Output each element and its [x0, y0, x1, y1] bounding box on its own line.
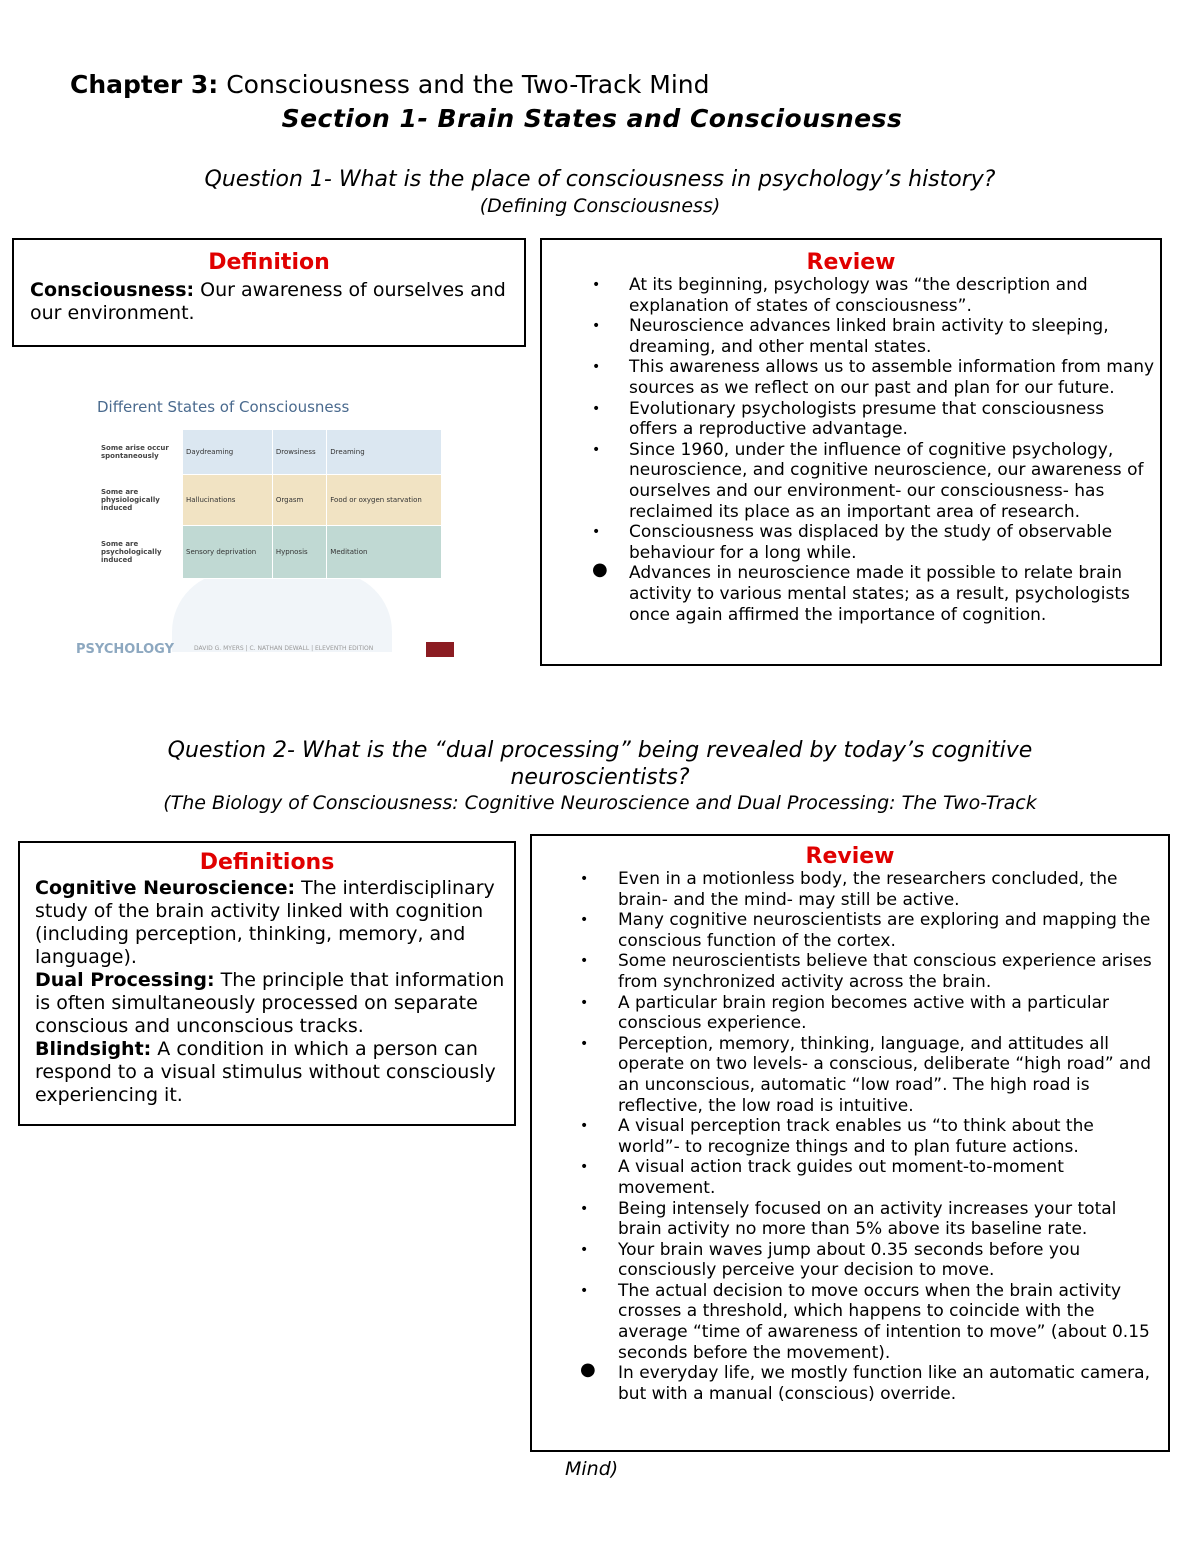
slide-background-figure: [172, 572, 392, 652]
row-header: Some are physiologically induced: [98, 475, 183, 526]
section-title: Section 1- Brain States and Consciousness: [281, 104, 903, 133]
bullet-icon: •: [580, 1035, 589, 1052]
list-item: • A visual perception track enables us “to think about the world”- to recognize things and to plan future actions.: [580, 1116, 1094, 1157]
table-cell: Food or oxygen starvation: [327, 475, 442, 526]
list-item: • Evolutionary psychologists presume that consciousness offers a reproductive advantage.: [592, 398, 1105, 440]
list-item: • Even in a motionless body, the researchers concluded, the brain- and the mind- may still be active.: [580, 869, 1118, 910]
list-item: ● Advances in neuroscience made it possible to relate brain activity to various mental states; as a result, psychologists once again affirmed the importance of cognition.: [592, 559, 1130, 625]
definitions-text: Cognitive Neuroscience: The interdisciplinary study of the brain activity linked with cognition (including perception, thinking, memory, and language). Dual Processing: The principle that information is often simultaneously processed on separate conscious and unconscious tracks. Blindsight: A condition in which a person can respond to a visual stimulus without consciously experiencing it.: [35, 877, 505, 1106]
question-2-subtitle-tail: Mind): [565, 1458, 619, 1480]
bullet-icon: •: [592, 441, 601, 458]
list-item: • Your brain waves jump about 0.35 seconds before you consciously perceive your decision to move.: [580, 1239, 1081, 1281]
definition-consciousness: Consciousness: Our awareness of ourselves and our environment.: [30, 279, 506, 324]
list-item: • Being intensely focused on an activity increases your total brain activity no more than 5% above its baseline rate.: [580, 1198, 1117, 1240]
table-cell: Daydreaming: [183, 430, 273, 475]
bullet-icon: •: [592, 359, 601, 376]
table-cell: Orgasm: [272, 475, 326, 526]
row-header: Some arise occur spontaneously: [98, 430, 183, 475]
bullet-icon: •: [580, 953, 589, 970]
slide-credit: DAVID G. MYERS | C. NATHAN DEWALL | ELEVENTH EDITION: [194, 645, 374, 652]
list-item: • At its beginning, psychology was “the description and explanation of states of consciousness”.: [592, 275, 1088, 316]
list-item: • Perception, memory, thinking, language, and attitudes all operate on two levels- a conscious, deliberate “high road” and an unconscious, automatic “low road”. The high road is reflective, the low road is intuitive.: [580, 1033, 1152, 1116]
bullet-icon: •: [592, 277, 601, 293]
bullet-icon: •: [592, 524, 601, 541]
slide-image: [62, 372, 462, 660]
question-1-title: Question 1- What is the place of consciousness in psychology’s history?: [204, 167, 996, 192]
definitions-heading: Definitions: [199, 850, 335, 875]
bullet-icon: •: [580, 994, 589, 1011]
table-cell: Meditation: [327, 526, 442, 579]
list-item: • Neuroscience advances linked brain activity to sleeping, dreaming, and other mental states.: [592, 316, 1109, 357]
slide-table: [97, 429, 442, 579]
bullet-icon: •: [580, 871, 589, 887]
list-item: • Some neuroscientists believe that conscious experience arises from synchronized activity across the brain.: [580, 951, 1152, 992]
bullet-icon: •: [592, 400, 601, 417]
review-heading: Review: [806, 250, 896, 275]
list-item: • A visual action track guides out moment-to-moment movement.: [580, 1157, 1064, 1198]
slide-footer-label: PSYCHOLOGY: [76, 642, 174, 657]
table-row: [98, 475, 442, 526]
question-2-subtitle: (The Biology of Consciousness: Cognitive Neuroscience and Dual Processing: The Two-Track: [163, 792, 1037, 814]
bullet-icon: •: [580, 1118, 589, 1135]
table-cell: Dreaming: [327, 430, 442, 475]
bullet-icon: •: [580, 1282, 589, 1299]
review-list-2: [580, 869, 1158, 1404]
review-heading: Review: [805, 844, 895, 869]
table-cell: Hypnosis: [272, 526, 326, 579]
table-cell: Hallucinations: [183, 475, 273, 526]
bullet-icon: •: [592, 318, 601, 335]
table-row: [98, 430, 442, 475]
list-item: • This awareness allows us to assemble information from many sources as we reflect on our past and plan for our future.: [592, 357, 1155, 398]
bullet-icon: •: [580, 912, 589, 929]
bullet-icon: ●: [580, 1359, 596, 1381]
review-list-1: [592, 275, 1157, 625]
list-item: ● In everyday life, we mostly function like an automatic camera, but with a manual (conscious) override.: [580, 1359, 1150, 1404]
table-cell: Drowsiness: [272, 430, 326, 475]
slide-title: Different States of Consciousness: [97, 398, 350, 416]
definition-box-2: [18, 841, 516, 1126]
bullet-icon: ●: [592, 559, 608, 581]
row-header: Some are psychologically induced: [98, 526, 183, 579]
list-item: • Since 1960, under the influence of cognitive psychology, neuroscience, and cognitive neuroscience, our awareness of ourselves and our environment- our consciousness- has reclaimed its place as an important area of research.: [592, 439, 1144, 522]
list-item: • A particular brain region becomes active with a particular conscious experience.: [580, 992, 1110, 1034]
definition-box-1: [12, 238, 526, 347]
list-item: • The actual decision to move occurs when the brain activity crosses a threshold, which happens to coincide with the average “time of awareness of intention to move” (about 0.15 seconds before the movement).: [580, 1280, 1150, 1363]
chapter-title: Chapter 3: Consciousness and the Two-Track Mind: [70, 70, 710, 99]
review-box-1: [540, 238, 1162, 666]
table-row: [98, 526, 442, 579]
bullet-icon: •: [580, 1241, 589, 1258]
review-box-2: [530, 834, 1170, 1452]
list-item: • Consciousness was displaced by the study of observable behaviour for a long while.: [592, 522, 1113, 563]
question-2-title: Question 2- What is the “dual processing” being revealed by today’s cognitive neuroscientists?: [167, 738, 1033, 790]
definition-heading: Definition: [208, 250, 330, 275]
table-cell: Sensory deprivation: [183, 526, 273, 579]
bullet-icon: •: [580, 1200, 589, 1217]
bullet-icon: •: [580, 1159, 589, 1176]
publisher-logo-icon: [426, 642, 454, 657]
question-1-subtitle: (Defining Consciousness): [479, 195, 721, 217]
list-item: • Many cognitive neuroscientists are exploring and mapping the conscious function of the cortex.: [580, 910, 1151, 951]
